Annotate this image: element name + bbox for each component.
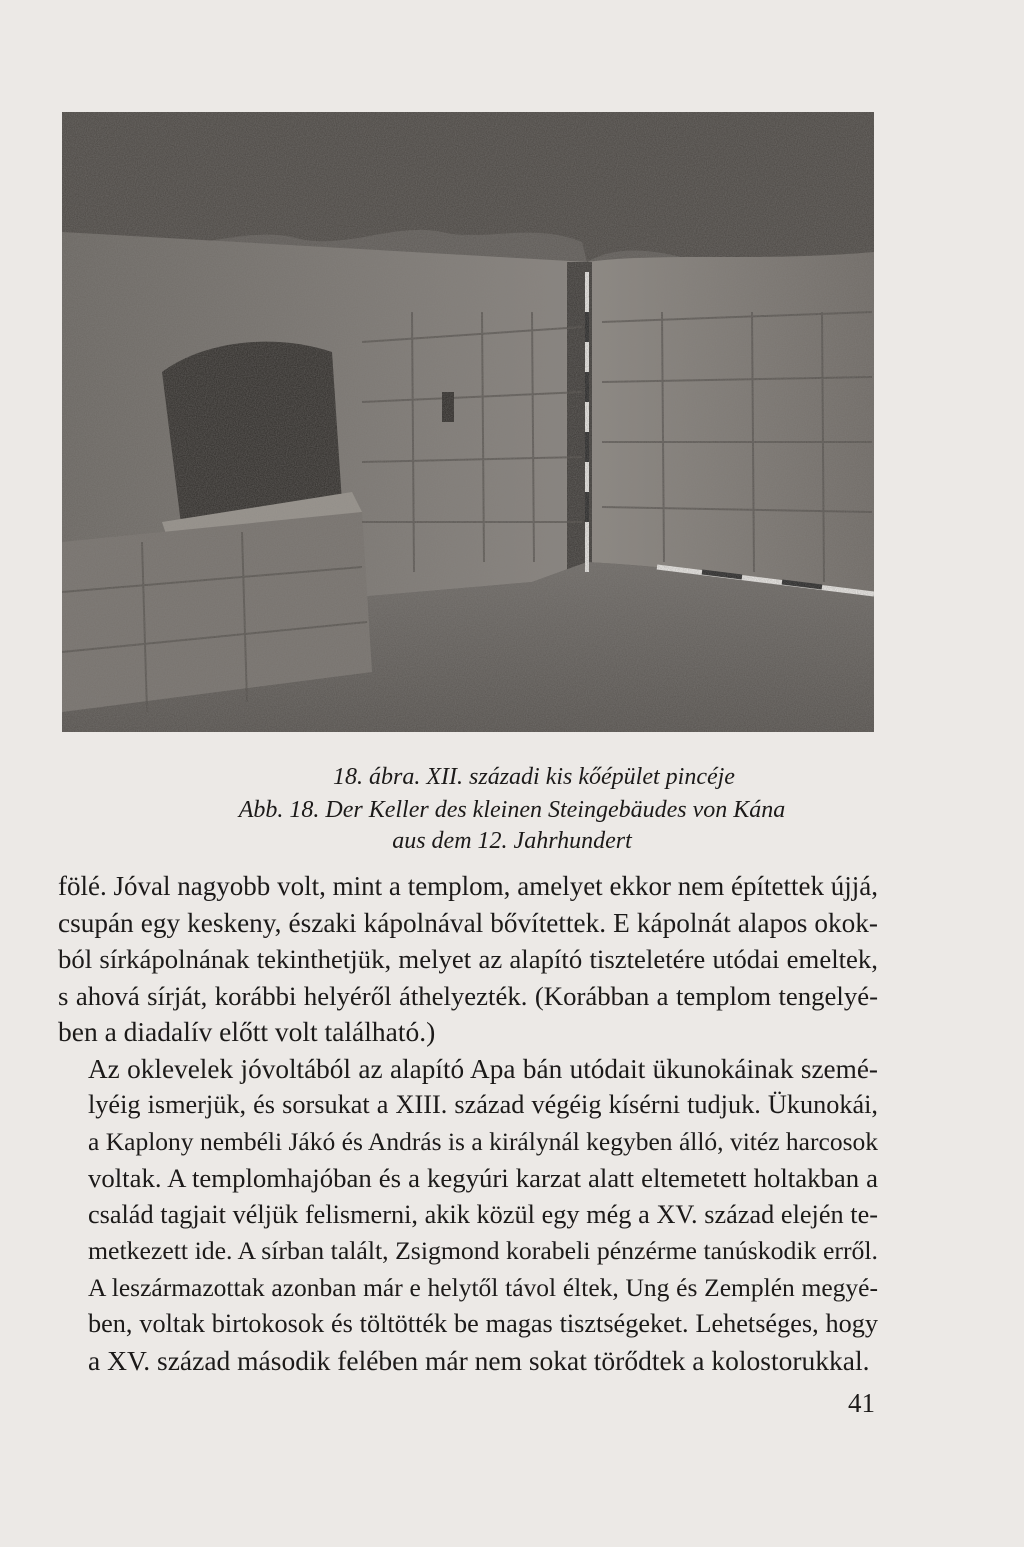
body-text xyxy=(58,868,878,1379)
text-line: A leszármazottak azonban már e helytől távol éltek, Ung és Zemplén megyé- xyxy=(88,1272,878,1302)
paragraph-1 xyxy=(58,868,878,1051)
cellar-photograph xyxy=(62,112,874,732)
text-line: a Kaplony nembéli Jákó és András is a királynál kegyben álló, vitéz harcosok xyxy=(88,1126,878,1156)
paragraph-2 xyxy=(58,1051,878,1380)
text-line: csupán egy keskeny, északi kápolnával bővítettek. E kápolnát alapos okok- xyxy=(58,907,878,938)
text-line: ben a diadalív előtt volt található.) xyxy=(58,1016,436,1047)
text-line: család tagjait véljük felismerni, akik közül egy még a XV. század elején te- xyxy=(88,1199,878,1229)
text-line: ból sírkápolnának tekinthetjük, melyet az alapító tiszteletére utódai emeltek, xyxy=(58,944,878,974)
text-line: voltak. A templomhajóban és a kegyúri karzat alatt eltemetett holtakban a xyxy=(88,1163,878,1193)
text-line: a XV. század második felében már nem sokat törődtek a kolostorukkal. xyxy=(88,1344,870,1376)
caption-german-line-2: aus dem 12. Jahrhundert xyxy=(392,828,632,854)
text-line: fölé. Jóval nagyobb volt, mint a templom, amelyet ekkor nem építettek újjá, xyxy=(58,871,878,901)
text-line: s ahová sírját, korábbi helyéről áthelyezték. (Korábban a templom tengelyé- xyxy=(58,980,878,1011)
caption-hungarian: 18. ábra. XII. századi kis kőépület pincéje xyxy=(333,764,735,790)
text-line: metkezett ide. A sírban talált, Zsigmond korabeli pénzérme tanúskodik erről. xyxy=(88,1236,878,1265)
caption-german-line-1: Abb. 18. Der Keller des kleinen Steingebäudes von Kána xyxy=(238,797,786,823)
text-line: ben, voltak birtokosok és töltötték be magas tisztségeket. Lehetséges, hogy xyxy=(88,1309,878,1338)
page-number: 41 xyxy=(848,1388,875,1418)
text-line: Az oklevelek jóvoltából az alapító Apa bán utódait ükunokáinak szemé- xyxy=(88,1053,878,1084)
text-line: lyéig ismerjük, és sorsukat a XIII. század végéig kísérni tudjuk. Ükunokái, xyxy=(88,1090,878,1119)
